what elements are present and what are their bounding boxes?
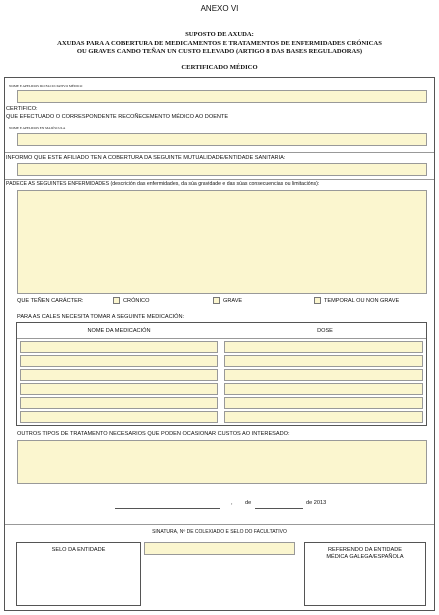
- signature-field[interactable]: [144, 542, 295, 555]
- medication-dose-input[interactable]: [224, 397, 423, 409]
- medication-name-input[interactable]: [20, 383, 218, 395]
- medication-dose-input[interactable]: [224, 355, 423, 367]
- referendum-label-line1: REFERENDO DA ENTIDADE: [328, 547, 402, 553]
- medication-name-input[interactable]: [20, 369, 218, 381]
- date-year-label: de 2013: [306, 500, 327, 506]
- doctor-name-label: NOME E APELIDOS DO FACULTATIVO MÉDICO: [9, 84, 83, 88]
- entity-seal-label: SELO DA ENTIDADE: [51, 547, 106, 553]
- entity-seal-box: [16, 542, 141, 606]
- divider: [5, 152, 434, 153]
- header-line-3: OU GRAVES CANDO TEÑAN UN CUSTO ELEVADO (ARTIGO 8 DAS BASES REGULADORAS): [76, 48, 363, 55]
- certificate-title: CERTIFICADO MÉDICO: [181, 64, 258, 71]
- insurance-label: INFORMO QUE ESTE AFILIADO TEN A COBERTURA DA SEGUINTE MUTUALIDADE/ENTIDADE SANITARIA:: [6, 155, 286, 161]
- date-comma: ,: [231, 500, 233, 506]
- patient-name-field[interactable]: [17, 133, 427, 146]
- diseases-label: PADECE AS SEGUINTES ENFERMIDADES (descrición das enfermidades, da súa gravidade e das súas consecuencias ou limitacións):: [6, 181, 320, 187]
- referendum-box: [304, 542, 426, 606]
- medication-name-input[interactable]: [20, 341, 218, 353]
- date-de-label: de: [245, 500, 252, 506]
- referendum-label-line2: MÉDICA GALEGA/ESPAÑOLA: [326, 554, 404, 560]
- annex-title: ANEXO VI: [200, 4, 239, 13]
- other-treatments-label: OUTROS TIPOS DE TRATAMENTO NECESARIOS QUE PODEN OCASIONAR CUSTOS AO INTERESADO:: [17, 431, 290, 437]
- medication-dose-input[interactable]: [224, 341, 423, 353]
- serious-option-label: GRAVE: [223, 298, 243, 304]
- medication-dose-header: DOSE: [317, 328, 333, 334]
- medication-name-header: NOME DA MEDICACIÓN: [87, 328, 151, 334]
- diseases-field[interactable]: [17, 190, 427, 294]
- certify-text: QUE EFECTUADO O CORRESPONDENTE RECOÑECEMENTO MÉDICO AO DOENTE: [6, 114, 229, 120]
- chronic-option-label: CRÓNICO: [123, 298, 150, 304]
- character-label: QUE TEÑEN CARÁCTER:: [17, 298, 84, 304]
- serious-checkbox[interactable]: [213, 297, 220, 304]
- patient-name-label: NOME E APELIDOS EN MAIÚSCULA: [9, 126, 66, 130]
- chronic-checkbox[interactable]: [113, 297, 120, 304]
- signature-label: SINATURA, Nº DE COLEXIADO E SELO DO FACULTATIVO: [152, 529, 287, 535]
- date-place-field[interactable]: [115, 500, 220, 509]
- medication-label: PARA AS CALES NECESITA TOMAR A SEGUINTE MEDICACIÓN:: [17, 314, 185, 320]
- medication-dose-input[interactable]: [224, 383, 423, 395]
- insurance-field[interactable]: [17, 163, 427, 176]
- divider: [5, 179, 434, 180]
- divider: [17, 338, 426, 339]
- medication-name-input[interactable]: [20, 355, 218, 367]
- temporary-option-label: TEMPORAL OU NON GRAVE: [324, 298, 400, 304]
- certify-label: CERTIFICO:: [6, 106, 38, 112]
- temporary-checkbox[interactable]: [314, 297, 321, 304]
- medication-dose-input[interactable]: [224, 369, 423, 381]
- other-treatments-field[interactable]: [17, 440, 427, 484]
- divider: [5, 524, 434, 525]
- header-line-1: SUPOSTO DE AXUDA:: [185, 31, 254, 38]
- medication-dose-input[interactable]: [224, 411, 423, 423]
- doctor-name-field[interactable]: [17, 90, 427, 103]
- date-month-field[interactable]: [255, 500, 303, 509]
- medication-name-input[interactable]: [20, 397, 218, 409]
- header-line-2: AXUDAS PARA A COBERTURA DE MEDICAMENTOS E TRATAMENTOS DE ENFERMIDADES CRÓNICAS: [57, 40, 382, 47]
- medication-name-input[interactable]: [20, 411, 218, 423]
